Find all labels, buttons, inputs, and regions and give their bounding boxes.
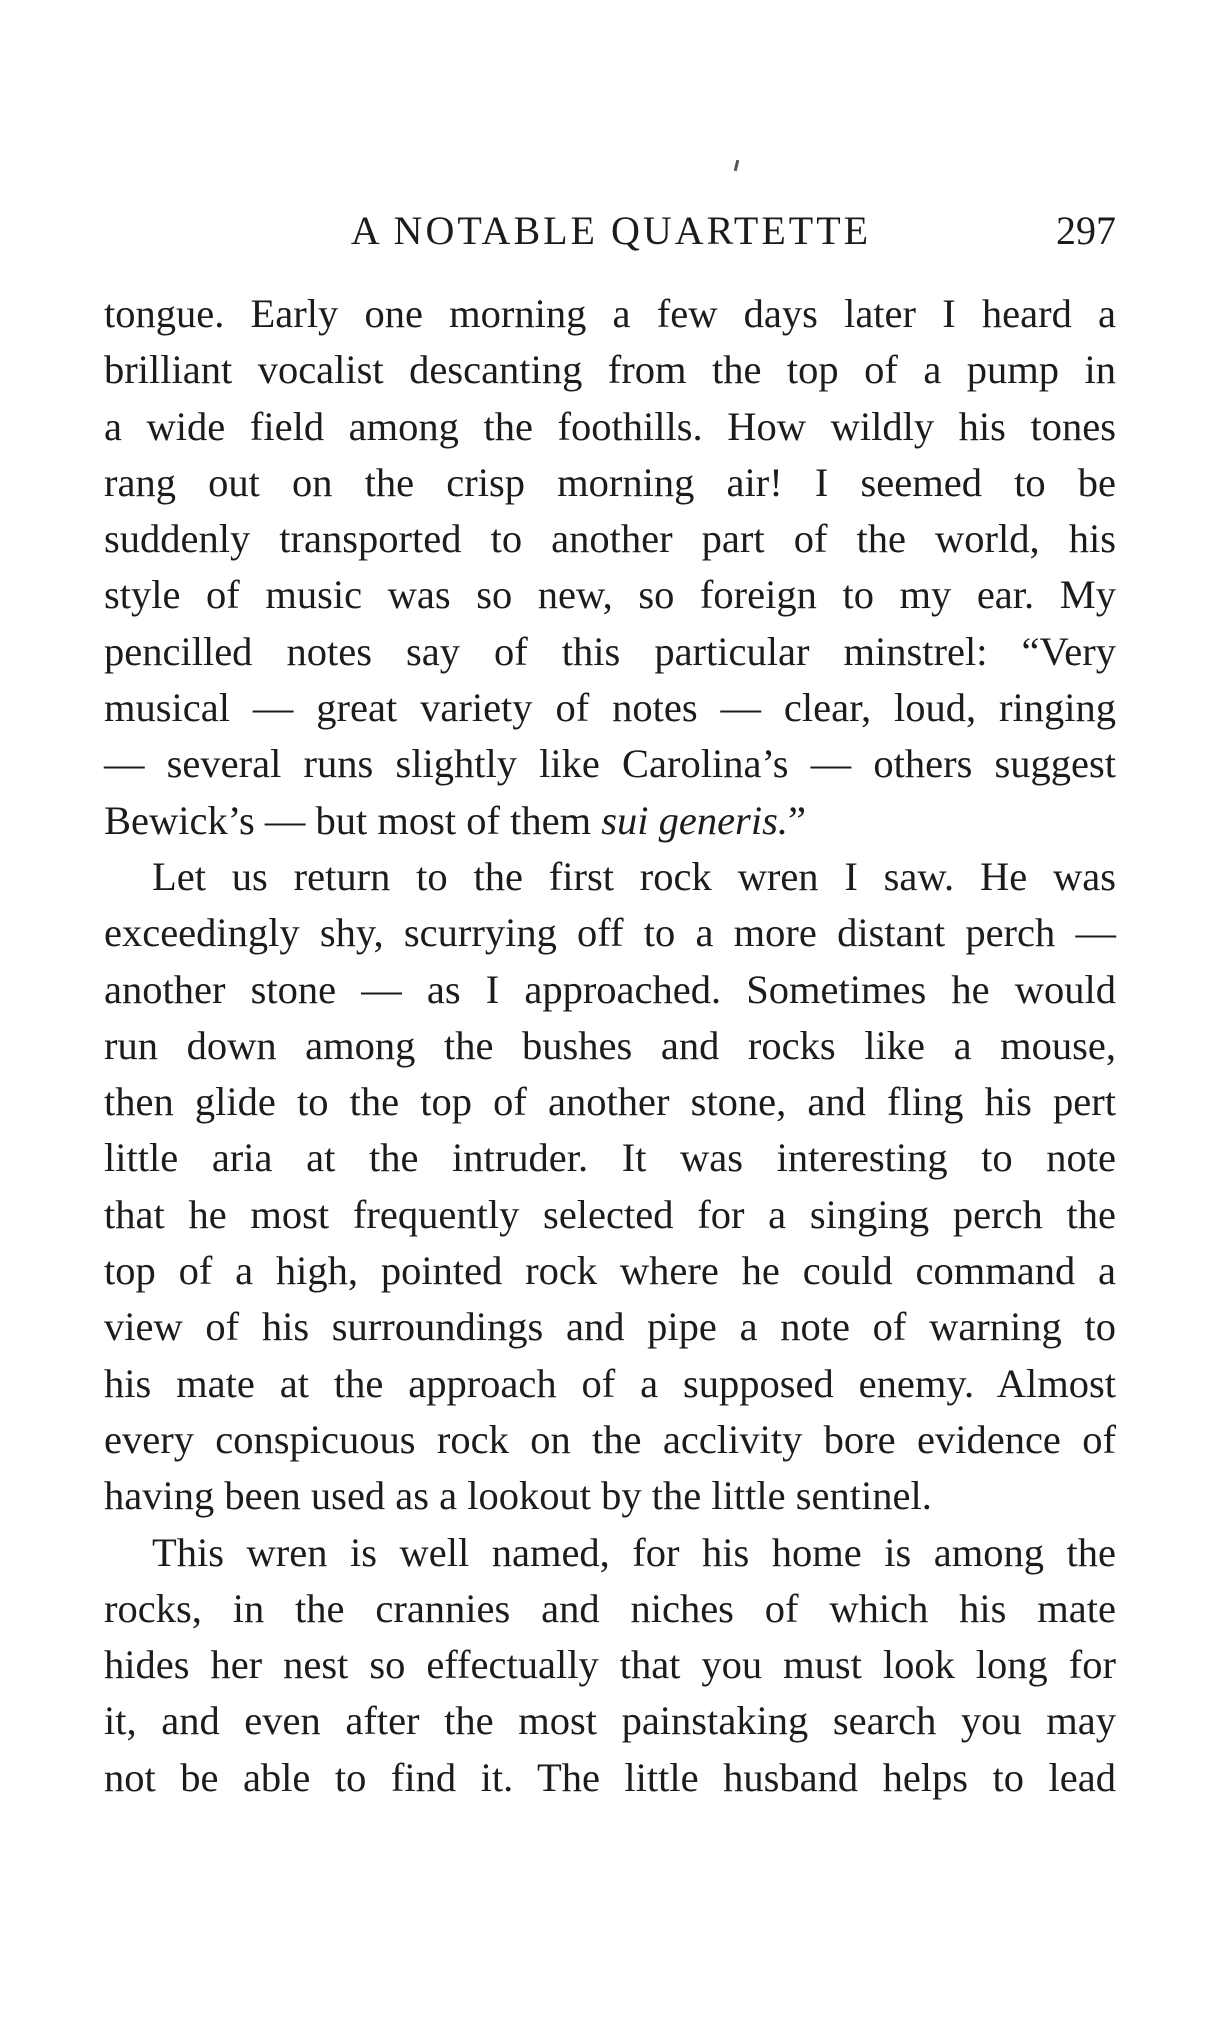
text-line: then glide to the top of another stone, and fling his pert bbox=[104, 1079, 1116, 1125]
text-line: view of his surroundings and pipe a note of warning to bbox=[104, 1304, 1116, 1350]
paragraph bbox=[104, 286, 1116, 849]
text-line: exceedingly shy, scurrying off to a more distant perch — bbox=[104, 910, 1116, 956]
text-line: Let us return to the first rock wren I saw. He was bbox=[152, 853, 1116, 899]
text-line: another stone — as I approached. Sometimes he would bbox=[104, 966, 1116, 1012]
text-line: a wide field among the foothills. How wildly his tones bbox=[104, 403, 1116, 449]
text-line: tongue. Early one morning a few days later I heard a bbox=[104, 291, 1116, 336]
text-run: Bewick’s — but most of them bbox=[104, 797, 602, 843]
page-number: 297 bbox=[1056, 208, 1116, 253]
text-line: brilliant vocalist descanting from the top of a pump in bbox=[104, 347, 1116, 393]
text-line: run down among the bushes and rocks like a mouse, bbox=[104, 1022, 1116, 1068]
text-line: every conspicuous rock on the acclivity bore evidence of bbox=[104, 1416, 1116, 1462]
text-line: musical — great variety of notes — clear, loud, ringing bbox=[104, 685, 1116, 731]
text-line: pencilled notes say of this particular minstrel: “Very bbox=[104, 628, 1116, 674]
page-header bbox=[106, 206, 1116, 256]
text-line: not be able to find it. The little husband helps to lead bbox=[104, 1754, 1116, 1800]
text-line: hides her nest so effectually that you must look long for bbox=[104, 1642, 1116, 1688]
text-line: top of a high, pointed rock where he could command a bbox=[104, 1248, 1116, 1294]
text-line: that he most frequently selected for a singing perch the bbox=[104, 1191, 1116, 1237]
text-line: having been used as a lookout by the little sentinel. bbox=[104, 1473, 932, 1519]
body-text bbox=[104, 286, 1116, 1806]
text-line: little aria at the intruder. It was interesting to note bbox=[104, 1135, 1116, 1181]
italic-phrase: sui generis. bbox=[601, 797, 788, 843]
text-line: rocks, in the crannies and niches of which his mate bbox=[104, 1585, 1116, 1631]
text-line: — several runs slightly like Carolina’s — others suggest bbox=[104, 741, 1116, 787]
text-line: suddenly transported to another part of the world, his bbox=[104, 516, 1116, 562]
text-line: This wren is well named, for his home is among the bbox=[152, 1529, 1116, 1575]
running-title: A NOTABLE QUARTETTE bbox=[350, 208, 872, 253]
text-line: style of music was so new, so foreign to my ear. My bbox=[104, 572, 1116, 618]
ink-speck bbox=[734, 160, 740, 171]
text-line: it, and even after the most painstaking search you may bbox=[104, 1698, 1116, 1744]
text-line bbox=[104, 793, 1116, 849]
text-line: rang out on the crisp morning air! I seemed to be bbox=[104, 459, 1116, 505]
closing-quote: ” bbox=[787, 797, 806, 843]
paragraph bbox=[104, 1525, 1116, 1806]
text-line: his mate at the approach of a supposed enemy. Almost bbox=[104, 1360, 1116, 1406]
paragraph bbox=[104, 849, 1116, 1525]
